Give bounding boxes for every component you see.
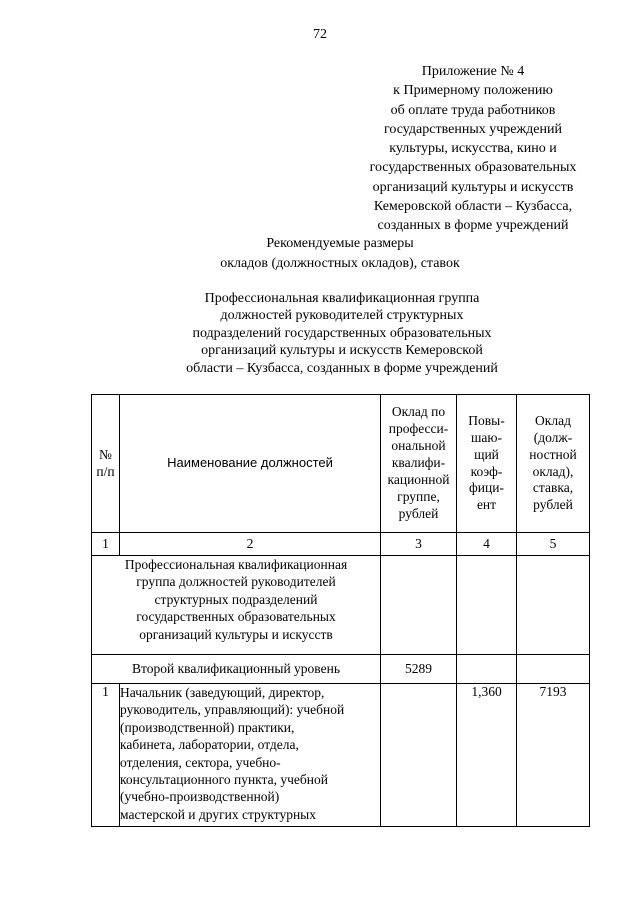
group-heading-line: подразделений государственных образовательных [192,325,492,341]
column-number: 1 [92,533,120,556]
appendix-line: государственных образовательных [369,160,577,176]
header-coefficient: Повы- шаю- щий коэф- фици- ент [457,395,517,533]
rate-value: 7193 [517,684,590,827]
column-number: 2 [120,533,381,556]
column-number: 5 [517,533,590,556]
header-rate: Оклад (долж- ностной оклад), ставка, рублей [517,395,590,533]
position-name: Начальник (заведующий, директор, руководитель, управляющий): учебной (производственной) практики, кабинета, лаборатории, отдела, отделения, сектора, учебно- консультационного пункта, учебной (учебно-производственной) мастерской и других структурных [120,684,381,827]
group-title: Профессиональная квалификационная группа должностей руководителей структурных подразделений государственных образовательных организаций культуры и искусств [92,556,381,655]
appendix-line: культуры, искусства, кино и [389,141,557,157]
empty-cell [517,556,590,655]
group-heading-line: организаций культуры и искусств Кемеровской [201,343,483,359]
appendix-line: об оплате труда работников [390,102,556,118]
group-heading-line: области – Кузбасса, созданных в форме учреждений [186,360,498,376]
empty-cell [457,556,517,655]
table-row [92,684,590,827]
heading-line: Рекомендуемые размеры [266,236,414,251]
header-group-salary: Оклад по професси- ональной квалифи- кационной группе, рублей [381,395,457,533]
appendix-line: Кемеровской области – Кузбасса, [373,199,573,215]
salary-table [91,394,590,827]
heading-line: окладов (должностных окладов), ставок [220,255,460,271]
appendix-line: Приложение № 4 [421,64,525,79]
group-heading [150,290,534,377]
group-heading-line: должностей руководителей структурных [220,308,464,324]
table-header-row [92,395,590,533]
empty-cell [457,655,517,684]
document-heading [170,234,510,273]
appendix-line: к Примерному положению [393,83,553,99]
header-number: № п/п [92,395,120,533]
column-number: 3 [381,533,457,556]
empty-cell [381,556,457,655]
level-row [92,655,590,684]
empty-cell [517,655,590,684]
appendix-line: организаций культуры и искусств [372,179,574,195]
appendix-line: государственных учреждений [384,121,562,137]
level-label: Второй квалификационный уровень [92,655,381,684]
row-number: 1 [92,684,120,827]
empty-cell [381,684,457,827]
page-number: 72 [313,27,327,42]
coefficient-value: 1,360 [457,684,517,827]
column-numbers-row [92,533,590,556]
appendix-note [350,62,596,236]
appendix-line: созданных в форме учреждений [377,218,569,234]
group-row [92,556,590,655]
level-salary: 5289 [381,655,457,684]
header-position-name: Наименование должностей [120,395,381,533]
column-number: 4 [457,533,517,556]
group-heading-line: Профессиональная квалификационная группа [204,291,480,306]
